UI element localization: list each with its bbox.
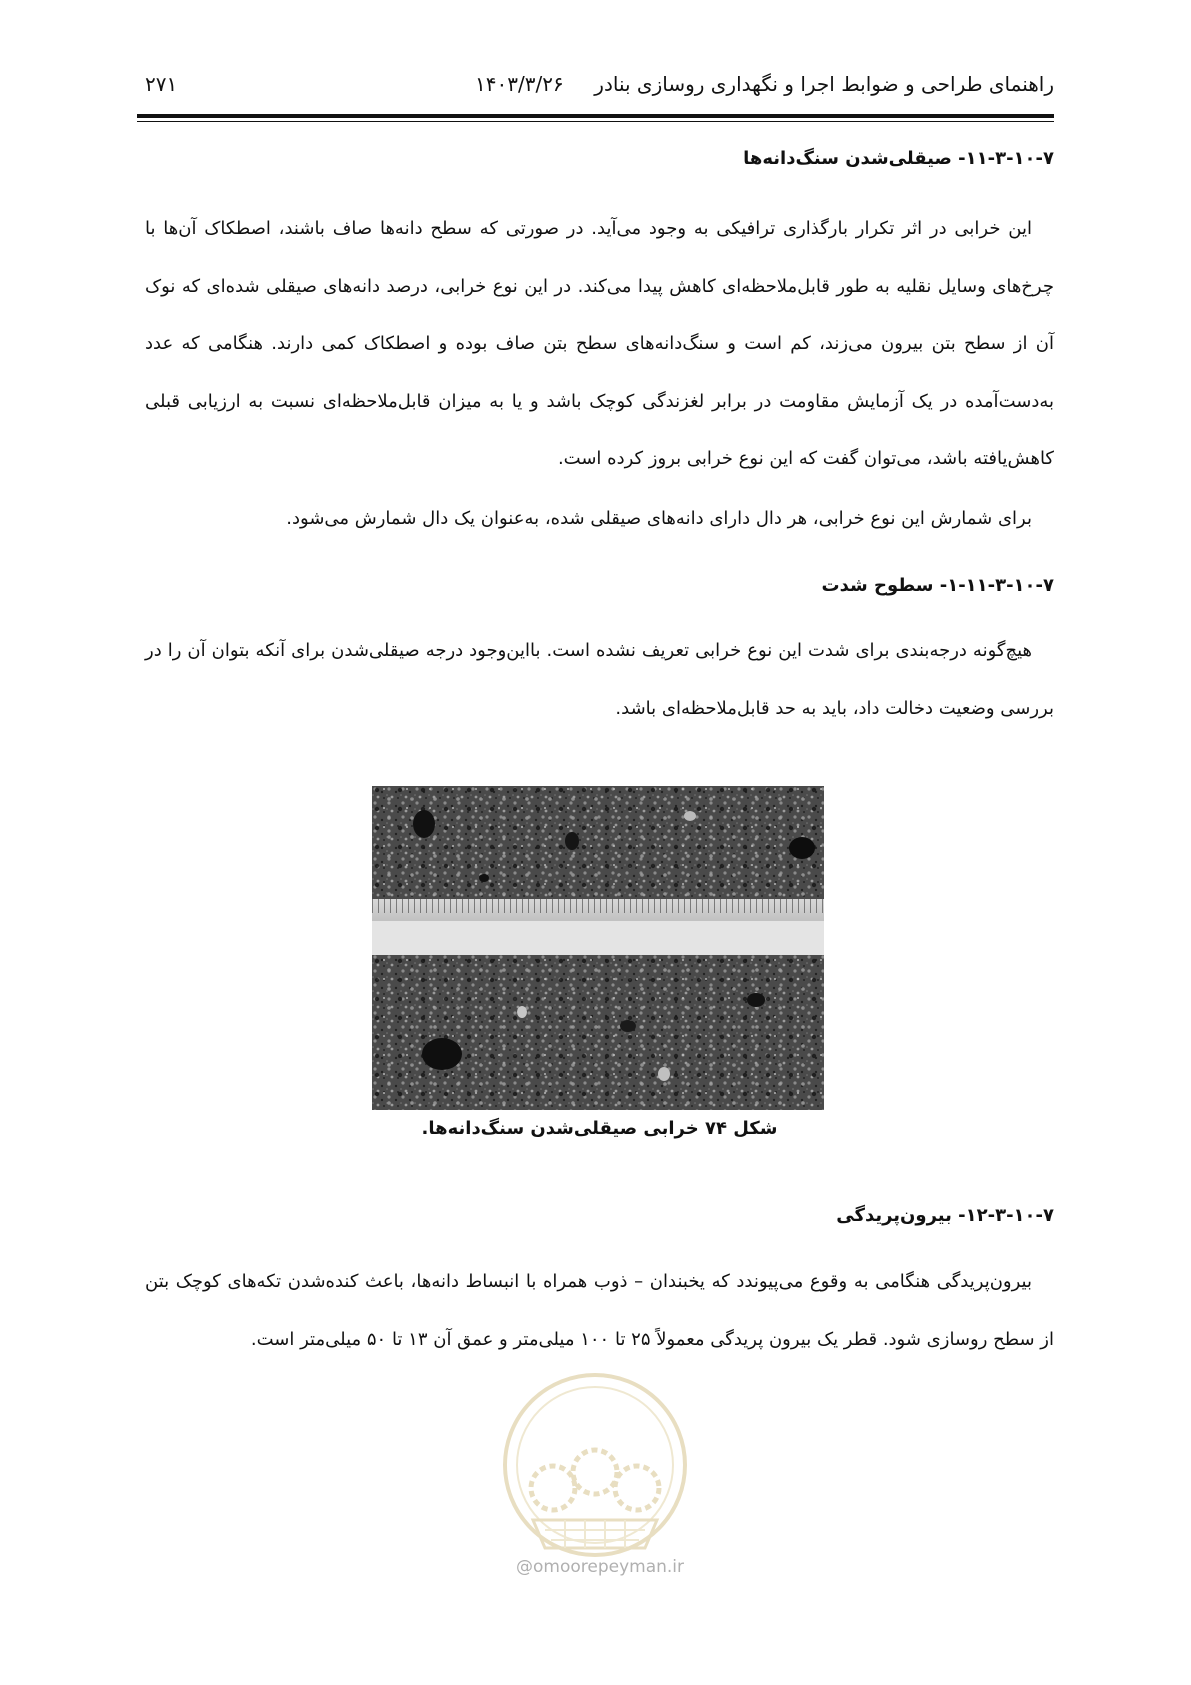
watermark-logo [485, 1360, 705, 1620]
paragraph-popouts: بیرون‌پریدگی هنگامی به وقوع می‌پیوندد که یخبندان – ذوب همراه با انبساط دانه‌ها، باعث کنده‌شدن تکه‌های کوچک بتن از سطح روسازی شود. قطر یک بیرون پریدگی معمولاً ۲۵ تا ۱۰۰ میلی‌متر و عمق آن ۱۳ تا ۵۰ میلی‌متر است. [145, 1271, 1054, 1350]
page-number: ۲۷۱ [145, 72, 178, 96]
ruler-ticks [372, 899, 824, 913]
measuring-ruler [372, 899, 824, 955]
ruler-band [372, 921, 824, 955]
paragraph-polished-aggregate-counting: برای شمارش این نوع خرابی، هر دال دارای دانه‌های صیقلی شده، به‌عنوان یک دال شمارش می‌شود. [286, 508, 1032, 529]
watermark-text: @omoorepeyman.ir [515, 1557, 685, 1577]
section-heading-severity-levels: ۱-۱۱-۳-۱۰-۷- سطوح شدت [821, 575, 1054, 596]
header-title: راهنمای طراحی و ضوابط اجرا و نگهداری روسازی بنادر [594, 72, 1054, 96]
section-heading-polished-aggregate: ۱۱-۳-۱۰-۷- صیقلی‌شدن سنگ‌دانه‌ها [743, 148, 1054, 169]
section-heading-popouts: ۱۲-۳-۱۰-۷- بیرون‌پریدگی [836, 1205, 1054, 1226]
header-rule-thick [137, 114, 1054, 118]
page-header [145, 72, 1054, 112]
paragraph-polished-aggregate-description: این خرابی در اثر تکرار بارگذاری ترافیکی به وجود می‌آید. در صورتی که سطح دانه‌ها صاف باشند، اصطکاک آن‌ها با چرخ‌های وسایل نقلیه به طور قابل‌ملاحظه‌ای کاهش پیدا می‌کند. در این نوع خرابی، درصد دانه‌های صیقلی شده‌ای که نوک آن از سطح بتن بیرون می‌زند، کم است و سنگ‌دانه‌های سطح بتن صاف بوده و اصطکاک کمی دارند. هنگامی که عدد به‌دست‌آمده در یک آزمایش مقاومت در برابر لغزندگی کوچک باشد و یا به میزان قابل‌ملاحظه‌ای نسبت به ارزیابی قبلی کاهش‌یافته باشد، می‌توان گفت که این نوع خرابی بروز کرده است. [145, 218, 1054, 469]
header-date: ۱۴۰۳/۳/۲۶ [475, 72, 564, 96]
header-rule-thin [137, 121, 1054, 122]
paragraph-severity-levels: هیچ‌گونه درجه‌بندی برای شدت این نوع خرابی تعریف نشده است. بااین‌وجود درجه صیقلی‌شدن برای آنکه بتوان آن را در بررسی وضعیت دخالت داد، باید به حد قابل‌ملاحظه‌ای باشد. [145, 640, 1054, 719]
figure-polished-aggregate-photo [372, 786, 824, 1110]
figure-caption: شکل ۷۴ خرابی صیقلی‌شدن سنگ‌دانه‌ها. [421, 1118, 778, 1139]
